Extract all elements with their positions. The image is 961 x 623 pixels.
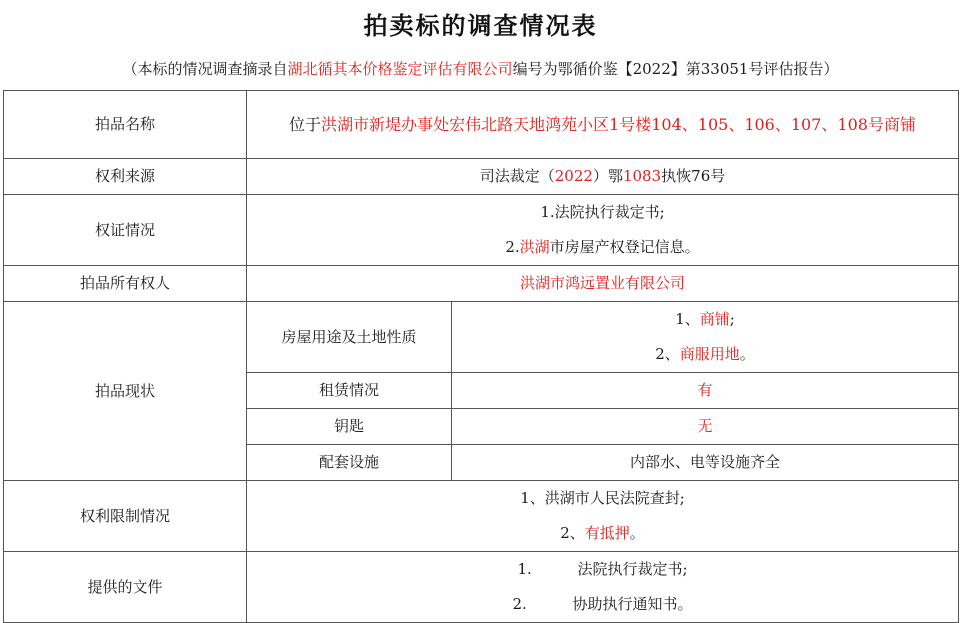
page-title: 拍卖标的调查情况表 (363, 12, 598, 40)
restrictions-label: 权利限制情况 (4, 481, 247, 552)
row-certificate (4, 195, 959, 266)
certificate-line-2-num: 2. (505, 238, 520, 256)
row-files (4, 552, 959, 623)
item-name-label: 拍品名称 (4, 91, 247, 159)
item-name-prefix: 位于 (289, 115, 322, 134)
usage-line-2-num: 2、 (655, 345, 680, 363)
item-name-value-cell (247, 91, 959, 159)
subtitle-prefix: （本标的情况调查摘录自 (122, 60, 288, 78)
rights-source-year: 2022 (554, 167, 593, 185)
facilities-value: 内部水、电等设施齐全 (452, 445, 959, 481)
usage-line-1-val: 商铺 (699, 310, 730, 328)
usage-line-1-num: 1、 (675, 310, 700, 328)
certificate-line-2-rest: 市房屋产权登记信息。 (549, 238, 700, 256)
certificate-line-2 (253, 230, 952, 265)
usage-line-2-val: 商服用地 (679, 345, 740, 363)
usage-line-2-end: 。 (739, 345, 755, 363)
row-restrictions (4, 481, 959, 552)
restrictions-line-1: 1、洪湖市人民法院查封; (520, 489, 685, 507)
files-item-1-text: 法院执行裁定书; (577, 560, 688, 578)
rights-source-num: 1083 (622, 167, 662, 185)
files-label: 提供的文件 (4, 552, 247, 623)
row-rights-source (4, 159, 959, 195)
facilities-label: 配套设施 (247, 445, 452, 481)
item-name-value: 洪湖市新堤办事处宏伟北路天地鸿苑小区1号楼104、105、106、107、108号商铺 (321, 115, 916, 134)
certificate-value-cell (247, 195, 959, 266)
row-item-name (4, 91, 959, 159)
certificate-line-2-place: 洪湖 (519, 238, 550, 256)
keys-value: 无 (452, 409, 959, 445)
rights-source-value-cell (247, 159, 959, 195)
certificate-line-1: 1.法院执行裁定书; (540, 203, 665, 221)
row-owner (4, 266, 959, 302)
rights-source-part2: ）鄂 (592, 167, 623, 185)
survey-table (3, 90, 959, 623)
rights-source-part3: 执恢76号 (661, 167, 726, 185)
usage-value-cell (452, 302, 959, 373)
files-item-1 (253, 552, 952, 587)
subtitle-suffix: 编号为鄂循价鉴【2022】第33051号评估报告） (512, 60, 839, 78)
usage-label: 房屋用途及土地性质 (247, 302, 452, 373)
files-item-2 (253, 587, 952, 622)
files-item-2-num: 2. (512, 595, 527, 613)
lease-value: 有 (452, 373, 959, 409)
usage-line-1-end: ; (729, 310, 735, 328)
files-item-1-num: 1. (517, 560, 532, 578)
owner-label: 拍品所有权人 (4, 266, 247, 302)
keys-label: 钥匙 (247, 409, 452, 445)
files-value-cell (247, 552, 959, 623)
usage-line-1 (458, 302, 952, 337)
certificate-label: 权证情况 (4, 195, 247, 266)
rights-source-label: 权利来源 (4, 159, 247, 195)
rights-source-part1: 司法裁定（ (479, 167, 555, 185)
lease-label: 租赁情况 (247, 373, 452, 409)
subtitle (0, 58, 961, 79)
restrictions-line-2-num: 2、 (560, 524, 585, 542)
files-item-2-text: 协助执行通知书。 (572, 595, 693, 613)
owner-value: 洪湖市鸿远置业有限公司 (247, 266, 959, 302)
status-label: 拍品现状 (4, 302, 247, 481)
restrictions-line-2-end: 。 (629, 524, 645, 542)
restrictions-line-2-val: 有抵押 (584, 524, 630, 542)
row-status-usage (4, 302, 959, 373)
subtitle-company: 湖北循其本价格鉴定评估有限公司 (287, 60, 513, 78)
restrictions-value-cell (247, 481, 959, 552)
restrictions-line-2 (253, 516, 952, 551)
usage-line-2 (458, 337, 952, 372)
